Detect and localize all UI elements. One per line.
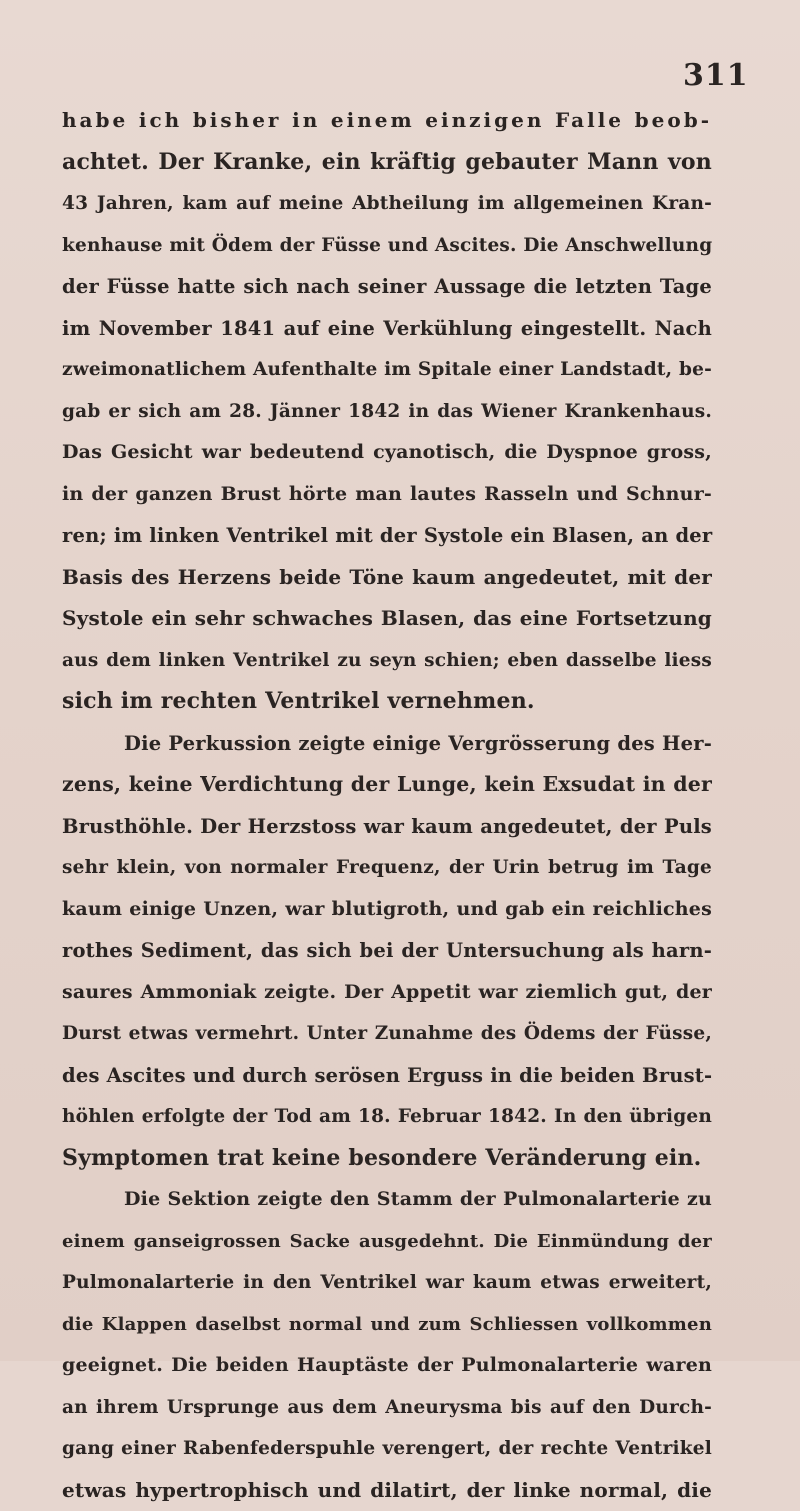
text-line: zens, keine Verdichtung der Lunge, kein Exsudat in der — [62, 764, 712, 806]
paragraph-start-line: Die Sektion zeigte den Stamm der Pulmonalarterie zu — [62, 1179, 712, 1221]
text-line: aus dem linken Ventrikel zu seyn schien; eben dasselbe liess — [62, 640, 712, 682]
text-line: Pulmonalarterie in den Ventrikel war kaum etwas erweitert, — [62, 1262, 712, 1304]
text-line: rothes Sediment, das sich bei der Untersuchung als harn- — [62, 930, 712, 972]
text-line: 43 Jahren, kam auf meine Abtheilung im allgemeinen Kran- — [62, 183, 712, 225]
text-line: in der ganzen Brust hörte man lautes Rasseln und Schnur- — [62, 474, 712, 516]
text-line: sehr klein, von normaler Frequenz, der Urin betrug im Tage — [62, 847, 712, 889]
text-line: höhlen erfolgte der Tod am 18. Februar 1842. In den übrigen — [62, 1096, 712, 1138]
text-line: ren; im linken Ventrikel mit der Systole ein Blasen, an der — [62, 515, 712, 557]
text-line: an ihrem Ursprunge aus dem Aneurysma bis auf den Durch- — [62, 1387, 712, 1429]
text-line: Das Gesicht war bedeutend cyanotisch, die Dyspnoe gross, — [62, 432, 712, 474]
text-line: einem ganseigrossen Sacke ausgedehnt. Die Einmündung der — [62, 1221, 712, 1263]
text-line: des Ascites und durch serösen Erguss in die beiden Brust- — [62, 1055, 712, 1097]
text-line: der Füsse hatte sich nach seiner Aussage die letzten Tage — [62, 266, 712, 308]
text-line: achtet. Der Kranke, ein kräftig gebauter Mann von — [62, 142, 712, 184]
text-line: Basis des Herzens beide Töne kaum angedeutet, mit der — [62, 557, 712, 599]
paragraph-start-line: Die Perkussion zeigte einige Vergrösserung des Her- — [62, 723, 712, 765]
text-line: Systole ein sehr schwaches Blasen, das eine Fortsetzung — [62, 598, 712, 640]
text-line: habe ich bisher in einem einzigen Falle beob- — [62, 100, 712, 142]
text-line: gab er sich am 28. Jänner 1842 in das Wiener Krankenhaus. — [62, 391, 712, 433]
text-line: gang einer Rabenfederspuhle verengert, der rechte Ventrikel — [62, 1428, 712, 1470]
text-line: geeignet. Die beiden Hauptäste der Pulmonalarterie waren — [62, 1345, 712, 1387]
text-line: etwas hypertrophisch und dilatirt, der linke normal, die — [62, 1470, 712, 1511]
text-line: Brusthöhle. Der Herzstoss war kaum angedeutet, der Puls — [62, 806, 712, 848]
page-number: 311 — [683, 58, 749, 93]
text-line: kaum einige Unzen, war blutigroth, und gab ein reichliches — [62, 889, 712, 931]
text-line: saures Ammoniak zeigte. Der Appetit war ziemlich gut, der — [62, 972, 712, 1014]
text-line: kenhause mit Ödem der Füsse und Ascites. Die Anschwellung — [62, 225, 712, 267]
text-line: im November 1841 auf eine Verkühlung eingestellt. Nach — [62, 308, 712, 350]
text-line: Symptomen trat keine besondere Veränderung ein. — [62, 1138, 712, 1180]
text-line: Durst etwas vermehrt. Unter Zunahme des Ödems der Füsse, — [62, 1013, 712, 1055]
text-line: die Klappen daselbst normal und zum Schliessen vollkommen — [62, 1304, 712, 1346]
body-text — [62, 100, 712, 1511]
text-line: zweimonatlichem Aufenthalte im Spitale einer Landstadt, be- — [62, 349, 712, 391]
text-line: sich im rechten Ventrikel vernehmen. — [62, 681, 712, 723]
